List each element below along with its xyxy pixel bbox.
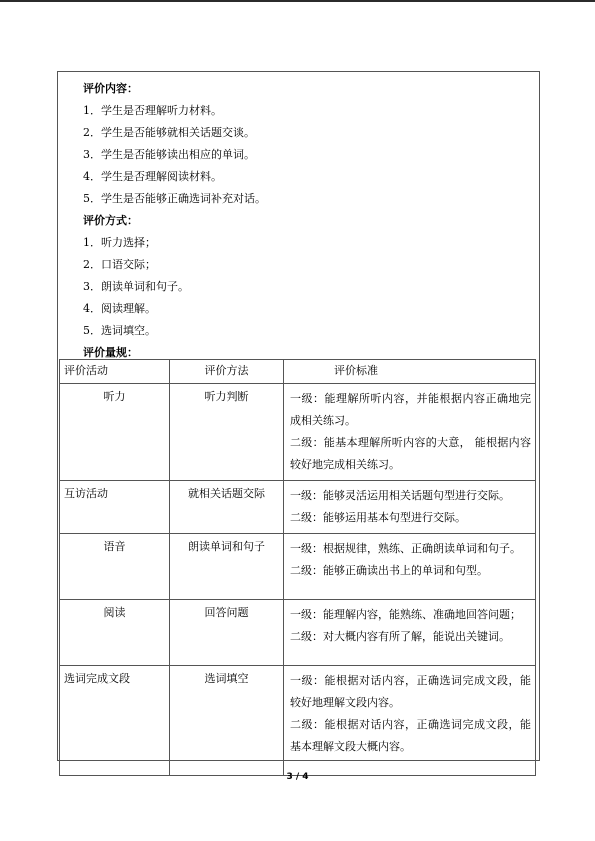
- table-row: [60, 384, 536, 481]
- header-method: 评价方法: [170, 360, 284, 384]
- row-activity: 阅读: [60, 600, 170, 666]
- standard-level-1: 一级：能够灵活运用相关话题句型进行交际。: [290, 489, 510, 502]
- table-header-row: [60, 360, 536, 384]
- row-method: 选词填空: [170, 666, 284, 776]
- standard-level-1: 一级：能理解内容，能熟练、准确地回答问题；: [290, 608, 521, 621]
- standard-level-2: 二级：对大概内容有所了解，能说出关键词。: [290, 630, 510, 643]
- method-item: 1．听力选择；: [83, 236, 156, 249]
- content-item: 4．学生是否理解阅读材料。: [83, 170, 222, 183]
- row-method: 朗读单词和句子: [170, 534, 284, 600]
- row-method: 就相关话题交际: [170, 481, 284, 534]
- header-activity: 评价活动: [60, 360, 170, 384]
- evaluation-sections: [83, 78, 523, 364]
- method-item: 4．阅读理解。: [83, 302, 156, 315]
- row-standards: [284, 666, 536, 776]
- standard-level-2: 二级：能根据对话内容，正确选词完成文段，能基本理解文段大概内容。: [290, 718, 531, 753]
- table-row: [60, 534, 536, 600]
- content-heading: 评价内容：: [83, 82, 138, 95]
- content-item: 3．学生是否能够读出相应的单词。: [83, 148, 255, 161]
- standard-level-2: 二级：能够运用基本句型进行交际。: [290, 511, 466, 524]
- method-item: 3．朗读单词和句子。: [83, 280, 189, 293]
- method-item: 2．口语交际；: [83, 258, 156, 271]
- content-item: 1．学生是否理解听力材料。: [83, 104, 222, 117]
- standard-level-2: 二级：能基本理解所听内容的大意， 能根据内容较好地完成相关练习。: [290, 436, 531, 471]
- row-activity: 选词完成文段: [60, 666, 170, 776]
- rubric-heading: 评价量规：: [83, 346, 138, 359]
- standard-level-1: 一级：根据规律，熟练、正确朗读单词和句子。: [290, 542, 521, 555]
- top-rule: [0, 0, 595, 2]
- row-standards: [284, 534, 536, 600]
- row-standards: [284, 600, 536, 666]
- content-item: 2．学生是否能够就相关话题交谈。: [83, 126, 255, 139]
- content-item: 5．学生是否能够正确选词补充对话。: [83, 192, 266, 205]
- row-standards: [284, 384, 536, 481]
- rubric-table: [59, 359, 536, 776]
- table-row: [60, 481, 536, 534]
- table-row: [60, 666, 536, 776]
- row-activity: 互访活动: [60, 481, 170, 534]
- table-row: [60, 600, 536, 666]
- row-method: 回答问题: [170, 600, 284, 666]
- row-standards: [284, 481, 536, 534]
- row-activity: 听力: [60, 384, 170, 481]
- standard-level-1: 一级：能根据对话内容，正确选词完成文段，能较好地理解文段内容。: [290, 674, 531, 709]
- row-method: 听力判断: [170, 384, 284, 481]
- method-heading: 评价方式：: [83, 214, 138, 227]
- standard-level-1: 一级：能理解所听内容，并能根据内容正确地完成相关练习。: [290, 392, 531, 427]
- row-activity: 语音: [60, 534, 170, 600]
- standard-level-2: 二级：能够正确读出书上的单词和句型。: [290, 564, 488, 577]
- method-item: 5．选词填空。: [83, 324, 156, 337]
- page-number: 3 / 4: [286, 772, 309, 782]
- header-standard: 评价标准: [284, 360, 536, 384]
